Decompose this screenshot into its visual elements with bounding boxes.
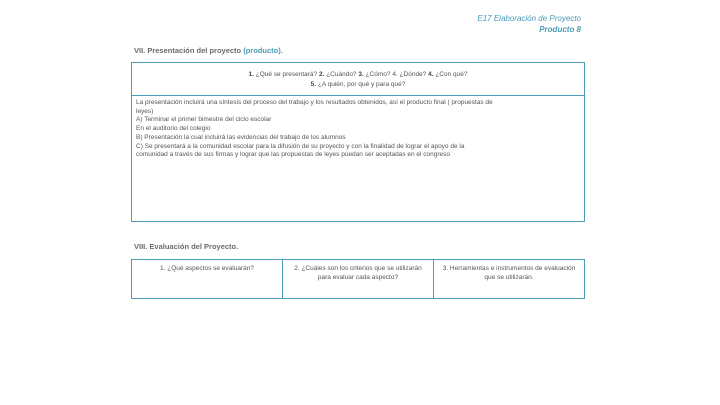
header-product-label: Producto 8 [539,25,581,34]
section-7-title-accent: (producto). [243,46,283,55]
question-3-num: 3. [358,71,364,78]
header-course-title: E17 Elaboración de Proyecto [477,14,581,23]
answer-line: comunidad a través de sus firmas y lograr que las propuestas de leyes puedan ser aceptadas en el congreso [136,151,450,159]
answer-line: La presentación incluirá una síntesis del proceso del trabajo y los resultados obtenidos, así el producto final ( propuestas de [136,99,493,106]
question-2-num: 2. [318,71,325,78]
question-1-num: 1. [248,71,254,78]
evaluation-table [131,259,585,299]
questions-line-1 [132,70,584,80]
question-5-num: 5. [310,81,317,88]
evaluation-col-tools: 3. Herramientas e instrumentos de evaluación que se utilizarán. [442,265,576,281]
presentation-table [131,62,585,222]
question-1-text: ¿Qué se presentará? [253,71,319,78]
section-7-title: VII. Presentación del proyecto [134,46,242,55]
question-4-num: 4. [428,71,434,78]
answer-line: En el auditorio del colegio [136,125,211,133]
questions-row [132,63,584,96]
question-3-text: ¿Cómo? 4. ¿Dónde? [363,71,429,78]
question-5-text: ¿A quién, por qué y para qué? [316,81,406,88]
answer-line: leyes) [136,107,154,115]
answer-line: C) Se presentará a la comunidad escolar para la difusión de su proyecto y con la finalidad de lograr el apoyo de la [136,142,465,150]
evaluation-col-aspects: 1. ¿Qué aspectos se evaluarán? [132,260,283,298]
evaluation-col-criteria: 2. ¿Cuáles son los criterios que se utilizarán para evaluar cada aspecto? [283,260,434,298]
question-4-text: ¿Con qué? [433,71,468,78]
questions-line-2 [132,80,584,90]
question-2-text: ¿Cuándo? [324,71,359,78]
section-8-heading: VIII. Evaluación del Proyecto. [134,242,239,251]
answer-line: A) Terminar el primer bimestre del ciclo escolar [136,116,272,124]
section-7-heading [134,46,283,55]
presentation-answer [132,96,584,163]
answer-line: B) Presentación la cual incluirá las evidencias del trabajo de los alumnos [136,133,346,141]
